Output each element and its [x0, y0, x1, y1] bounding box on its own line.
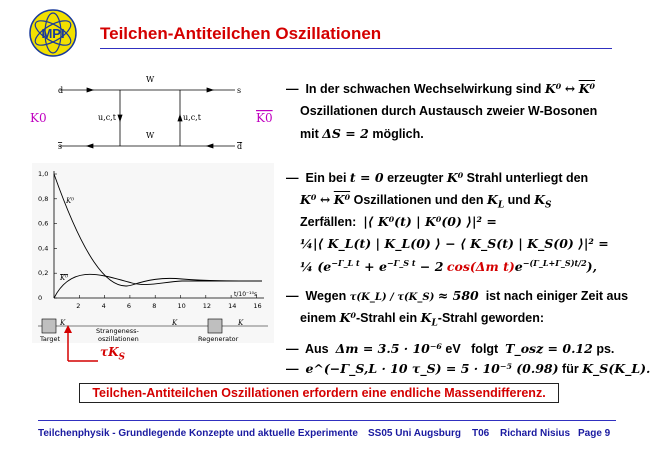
logo-text: MPI: [41, 26, 65, 41]
bullet-1-line-2: Oszillationen durch Austausch zweier W-Bosonen: [300, 104, 598, 118]
x-tick-label: 2: [76, 302, 81, 310]
beam-k-label: K: [60, 319, 66, 327]
bullet-2-line-1: — Ein bei t = 0 erzeugter K⁰ Strahl unterliegt den: [286, 170, 589, 185]
x-tick-label: 16: [253, 302, 262, 310]
bullet-2-line-3: Zerfällen: |⟨ K⁰(t) | K⁰(0) ⟩|² =: [300, 214, 497, 229]
regenerator-block: [208, 319, 222, 333]
feyn-quark-d: d: [58, 86, 64, 95]
mpi-logo: [28, 8, 78, 58]
y-tick-label: 0,8: [38, 194, 49, 203]
x-tick-label: 6: [126, 302, 132, 310]
footer-semester: SS05 Uni Augsburg: [368, 428, 461, 439]
y-tick-label: 1,0: [38, 170, 49, 178]
ksk-label: K: [238, 319, 244, 327]
feyn-quark-dbar: d: [237, 142, 243, 151]
x-tick-label: 14: [228, 302, 237, 310]
x-tick-label: 4: [101, 302, 106, 310]
title-rule: [100, 48, 612, 49]
bullet-3-line-1: — Wegen τ(K_L) / τ(K_S) ≈ 580 ist nach einiger Zeit aus: [286, 288, 629, 303]
bullet-2-line-5: ¼ ($e^{-\Gamma\_L t} + e^{-\Gamma\_S t} - 2$ cos(Δm $t)e^{-(\Gamma\_L+\Gamma\_S)t/2}$),: [300, 258, 597, 275]
oszillationen-label: oszillationen: [98, 335, 139, 343]
x-tick-label: 10: [177, 302, 186, 310]
footer-author: Richard Nisius: [500, 428, 571, 439]
tau-ks-label: $\tau K_S$: [100, 345, 126, 363]
feyn-w-top: W: [146, 75, 155, 84]
bullet-4-line-1: — Aus Δm = 3.5 · 10⁻⁶ eV folgt T_osz = 0.12 ps.: [286, 341, 615, 356]
bullet-3-line-2: einem K⁰-Strahl ein $K_L$-Strahl geworden:: [300, 310, 545, 329]
strangeness-label: Strangeness-: [96, 327, 139, 335]
feyn-k0-label: K0: [30, 111, 47, 125]
target-label: Target: [40, 335, 61, 343]
feyn-uct-left: u,c,t: [98, 113, 116, 122]
regenerator-label: Regenerator: [198, 335, 239, 343]
bullet-2-line-4: ¼|⟨ K_L(t) | K_L(0) ⟩ − ⟨ K_S(t) | K_S(0) ⟩|² =: [300, 236, 609, 251]
y-tick-label: 0,2: [38, 269, 49, 278]
bullet-1-line-1: — In der schwachen Wechselwirkung sind K⁰ ↔ K⁰: [286, 81, 596, 96]
feynman-diagram: [30, 70, 280, 160]
x-tick-label: 8: [152, 302, 157, 310]
y-tick-label: 0: [38, 294, 43, 302]
page-title: Teilchen-Antiteilchen Oszillationen: [100, 24, 382, 43]
bullet-4-line-2: — e^(−Γ_S,L · 10 τ_S) = 5 · 10⁻⁵ (0.98) für K_S(K_L).: [286, 361, 650, 376]
feyn-w-bottom: W: [146, 131, 155, 140]
feyn-uct-right: u,c,t: [183, 113, 201, 122]
kl-label: K: [172, 319, 178, 327]
feyn-quark-sbar: s: [58, 142, 63, 151]
curve-k0-label: K⁰: [66, 197, 75, 205]
curve-k0bar-label: K⁰: [60, 274, 69, 282]
bullet-2-line-2: K⁰ ↔ K⁰ Oszillationen und den $K_L$ und $K_S$: [300, 192, 552, 211]
oscillation-plot: [32, 163, 274, 343]
footer-rule: [38, 420, 616, 421]
x-unit-label: t/10⁻¹⁰s: [234, 291, 258, 298]
bullet-1-line-3: mit ΔS = 2 möglich.: [300, 126, 424, 141]
footer-page: Page 9: [578, 428, 611, 439]
y-tick-label: 0,6: [38, 219, 49, 228]
feyn-k0bar-label: K0: [256, 111, 273, 125]
footer-chapter: T06: [472, 428, 490, 439]
feyn-quark-s: s: [237, 86, 242, 95]
y-tick-label: 0,4: [38, 244, 49, 253]
target-block: [42, 319, 56, 333]
x-tick-label: 12: [202, 302, 212, 310]
conclusion-box: Teilchen-Antiteilchen Oszillationen erfordern eine endliche Massendifferenz.: [79, 383, 559, 403]
footer-course: Teilchenphysik - Grundlegende Konzepte und aktuelle Experimente: [38, 428, 358, 439]
